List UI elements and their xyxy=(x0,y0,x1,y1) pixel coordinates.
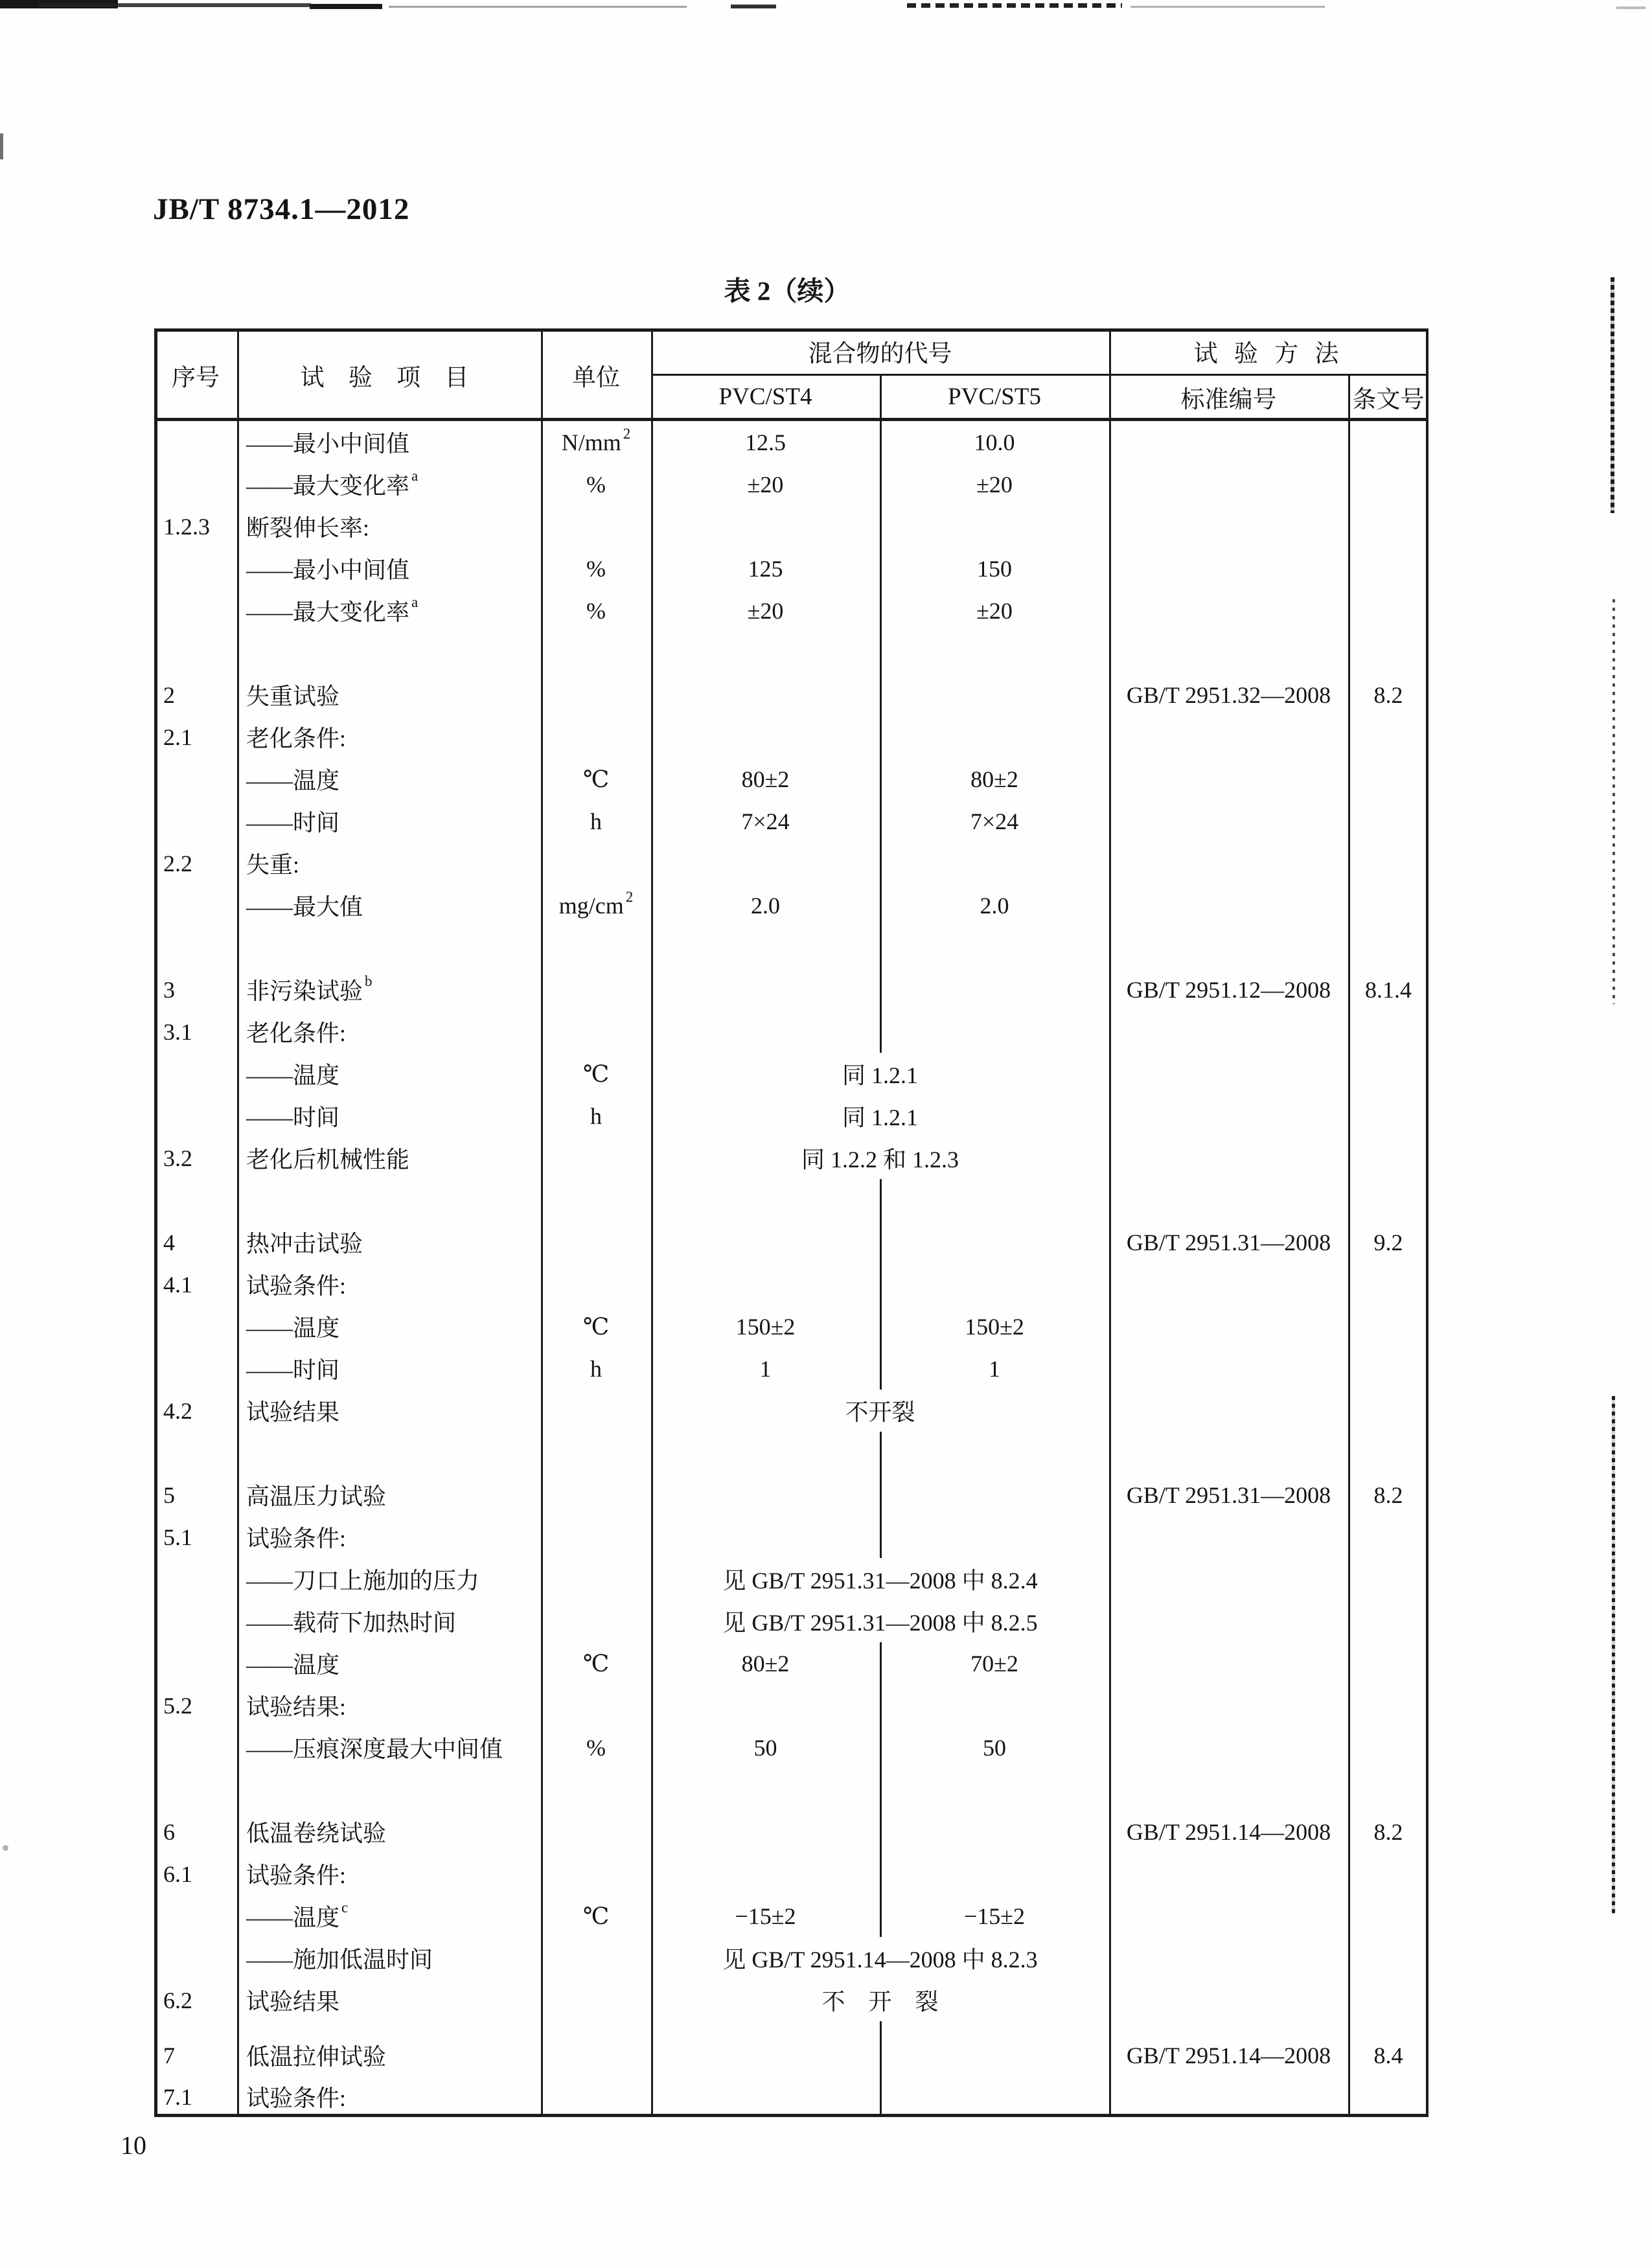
item-cell: ——刀口上施加的压力 xyxy=(246,1568,480,1594)
col-line-st4-st5-segment xyxy=(880,632,882,674)
table-row xyxy=(154,2034,1428,2076)
item-cell: ——最大变化率 a xyxy=(246,593,419,625)
unit-cell: % xyxy=(586,597,606,624)
unit-cell: N/mm 2 xyxy=(561,425,631,455)
header-standard-no: 标准编号 xyxy=(1180,386,1277,413)
header-seq: 序号 xyxy=(172,364,220,391)
table-row xyxy=(154,1642,1428,1684)
item-cell: ——时间 xyxy=(246,1357,340,1383)
clause-cell: 9.2 xyxy=(1373,1229,1403,1255)
table-row xyxy=(154,1853,1428,1895)
clause-cell: 8.2 xyxy=(1373,1818,1403,1845)
table-row xyxy=(154,884,1428,926)
seq-cell: 7 xyxy=(163,2042,175,2068)
seq-cell: 3.2 xyxy=(163,1145,192,1171)
table-row xyxy=(154,590,1428,632)
table-row xyxy=(154,547,1428,590)
page-number: 10 xyxy=(120,2131,146,2160)
scan-artifact-top-7 xyxy=(1130,6,1325,8)
header-pvc-st5: PVC/ST5 xyxy=(948,384,1041,410)
table-row xyxy=(154,1558,1428,1600)
table-spacer-row xyxy=(154,1769,1428,1811)
scan-artifact-top-4 xyxy=(389,6,687,8)
table-row xyxy=(154,1516,1428,1558)
document-code: JB/T 8734.1—2012 xyxy=(153,192,410,226)
seq-cell: 6.2 xyxy=(163,1987,192,2013)
table-spacer-row xyxy=(154,926,1428,968)
table-row xyxy=(154,968,1428,1011)
table-row xyxy=(154,1895,1428,1937)
seq-cell: 5.1 xyxy=(163,1524,192,1550)
unit-cell: % xyxy=(586,1734,606,1761)
value-cell-st4: 80±2 xyxy=(741,766,790,792)
value-cell-st4: ±20 xyxy=(747,471,784,498)
col-line-st4-st5-segment xyxy=(880,1811,882,1853)
merged-value-cell: 同 1.2.2 和 1.2.3 xyxy=(801,1147,959,1173)
header-method-group: 试 验 方 法 xyxy=(1193,341,1344,367)
col-line-st4-st5-segment xyxy=(880,1011,882,1053)
col-line-st4-st5-segment xyxy=(880,926,882,968)
table-row xyxy=(154,421,1428,463)
table-row xyxy=(154,800,1428,842)
unit-cell: ℃ xyxy=(582,1313,610,1340)
table-row xyxy=(154,1305,1428,1347)
table-row xyxy=(154,463,1428,505)
item-cell: 试验条件: xyxy=(246,2085,347,2111)
value-cell-st4: 80±2 xyxy=(741,1650,790,1677)
table-row xyxy=(154,842,1428,884)
col-line-st4-st5-segment xyxy=(880,1684,882,1726)
seq-cell: 3.1 xyxy=(163,1018,192,1045)
col-line-st4-st5-segment xyxy=(880,1221,882,1263)
value-cell-st5: 10.0 xyxy=(974,429,1015,455)
value-cell-st4: 125 xyxy=(748,555,783,582)
value-cell-st5: ±20 xyxy=(976,597,1013,624)
standard-cell: GB/T 2951.31—2008 xyxy=(1126,1482,1331,1508)
value-cell-st5: 70±2 xyxy=(970,1650,1018,1677)
col-line-st4-st5-segment xyxy=(880,1474,882,1516)
table-row xyxy=(154,1390,1428,1432)
value-cell-st4: 7×24 xyxy=(741,808,790,834)
col-line-st4-st5-segment xyxy=(880,505,882,547)
table-row xyxy=(154,674,1428,716)
item-cell: ——最小中间值 xyxy=(246,431,410,457)
value-cell-st4: 150±2 xyxy=(735,1313,796,1340)
value-cell-st5: 80±2 xyxy=(970,766,1018,792)
standard-cell: GB/T 2951.14—2008 xyxy=(1126,2042,1331,2068)
unit-cell: ℃ xyxy=(582,1060,610,1087)
col-line-st4-st5-segment xyxy=(880,674,882,716)
table-row xyxy=(154,1095,1428,1137)
item-cell: 试验结果 xyxy=(246,1399,340,1425)
seq-cell: 6 xyxy=(163,1818,175,1845)
standard-cell: GB/T 2951.31—2008 xyxy=(1126,1229,1331,1255)
scan-artifact-top-5 xyxy=(731,5,776,8)
item-cell: ——最大值 xyxy=(246,894,363,920)
col-line-st4-st5-segment xyxy=(880,1263,882,1305)
table-spacer-row xyxy=(154,2021,1428,2034)
clause-cell: 8.4 xyxy=(1373,2042,1403,2068)
item-cell: 试验条件: xyxy=(246,1526,347,1552)
table-spacer-row xyxy=(154,1179,1428,1221)
item-cell: 试验条件: xyxy=(246,1862,347,1888)
scan-artifact-top-2 xyxy=(39,3,311,7)
item-cell: 热冲击试验 xyxy=(246,1231,363,1257)
merged-value-cell: 见 GB/T 2951.31—2008 中 8.2.4 xyxy=(722,1568,1038,1594)
value-cell-st4: 50 xyxy=(753,1734,777,1761)
seq-cell: 2.2 xyxy=(163,850,192,876)
scan-artifact-right-1 xyxy=(1611,277,1614,513)
seq-cell: 7.1 xyxy=(163,2083,192,2110)
scan-artifact-top-3 xyxy=(310,4,382,9)
header-item: 试 验 项 目 xyxy=(300,364,478,391)
value-cell-st5: 2.0 xyxy=(980,892,1009,919)
header-unit: 单位 xyxy=(572,364,620,391)
unit-cell: % xyxy=(586,555,606,582)
item-cell: ——温度 c xyxy=(246,1899,349,1930)
value-cell-st4: 2.0 xyxy=(751,892,780,919)
table-row xyxy=(154,1811,1428,1853)
item-cell: 低温拉伸试验 xyxy=(246,2044,387,2070)
item-cell: 失重试验 xyxy=(246,683,340,709)
value-cell-st4: 12.5 xyxy=(745,429,786,455)
item-cell: 老化后机械性能 xyxy=(246,1147,410,1173)
col-line-st4-st5-segment xyxy=(880,968,882,1011)
unit-cell: h xyxy=(590,1355,602,1382)
col-line-st4-st5-segment xyxy=(880,1853,882,1895)
item-cell: 老化条件: xyxy=(246,1020,347,1046)
unit-cell: h xyxy=(590,808,602,834)
col-line-st4-st5-segment xyxy=(880,2076,882,2117)
standard-cell: GB/T 2951.12—2008 xyxy=(1126,976,1331,1003)
item-cell: 老化条件: xyxy=(246,726,347,751)
table-row xyxy=(154,1347,1428,1390)
item-cell: ——温度 xyxy=(246,1652,340,1678)
scan-artifact-right-3 xyxy=(1612,1396,1615,1914)
unit-cell: ℃ xyxy=(582,766,610,792)
header-mixture-group: 混合物的代号 xyxy=(808,341,952,367)
clause-cell: 8.2 xyxy=(1373,1482,1403,1508)
table-row xyxy=(154,1263,1428,1305)
table-title: 表 2（续） xyxy=(724,276,851,306)
table-row xyxy=(154,1137,1428,1179)
merged-value-cell: 不开裂 xyxy=(845,1399,915,1425)
unit-cell: ℃ xyxy=(582,1650,610,1677)
table-row xyxy=(154,758,1428,800)
col-line-st4-st5-segment xyxy=(880,1516,882,1558)
col-line-st4-st5-segment xyxy=(880,2021,882,2034)
value-cell-st5: 150±2 xyxy=(965,1313,1024,1340)
item-cell: 试验条件: xyxy=(246,1273,347,1299)
col-line-st4-st5-segment xyxy=(880,1432,882,1474)
value-cell-st5: 150 xyxy=(977,555,1012,582)
value-cell-st5: ±20 xyxy=(976,471,1013,498)
standard-cell: GB/T 2951.32—2008 xyxy=(1126,682,1331,708)
scan-artifact-top-6 xyxy=(907,3,1122,8)
scan-artifact-top-1 xyxy=(0,0,118,8)
item-cell: 断裂伸长率: xyxy=(246,515,370,541)
item-cell: ——施加低温时间 xyxy=(246,1947,433,1973)
seq-cell: 5.2 xyxy=(163,1692,192,1719)
standard-cell: GB/T 2951.14—2008 xyxy=(1126,1818,1331,1845)
item-cell: ——温度 xyxy=(246,1315,340,1341)
unit-cell: h xyxy=(590,1103,602,1129)
scan-artifact-left-1 xyxy=(0,133,3,159)
item-cell: ——载荷下加热时间 xyxy=(246,1610,457,1636)
item-cell: ——温度 xyxy=(246,1062,340,1088)
seq-cell: 5 xyxy=(163,1482,175,1508)
value-cell-st4: −15±2 xyxy=(735,1903,796,1929)
scan-artifact-left-2 xyxy=(3,1845,8,1851)
seq-cell: 6.1 xyxy=(163,1861,192,1887)
item-cell: ——时间 xyxy=(246,1105,340,1130)
seq-cell: 4.1 xyxy=(163,1271,192,1298)
item-cell: 低温卷绕试验 xyxy=(246,1820,387,1846)
table-row xyxy=(154,1011,1428,1053)
merged-value-cell: 见 GB/T 2951.31—2008 中 8.2.5 xyxy=(722,1610,1038,1636)
item-cell: ——最小中间值 xyxy=(246,557,410,583)
item-cell: ——时间 xyxy=(246,810,340,836)
table-spacer-row xyxy=(154,1432,1428,1474)
col-line-st4-st5-segment xyxy=(880,842,882,884)
merged-value-cell: 同 1.2.1 xyxy=(842,1105,918,1130)
table-row xyxy=(154,1937,1428,1979)
value-cell-st5: 1 xyxy=(989,1355,1000,1382)
col-line-st4-st5-segment xyxy=(880,1179,882,1221)
value-cell-st5: −15±2 xyxy=(963,1903,1026,1929)
table-row xyxy=(154,1979,1428,2021)
table-row xyxy=(154,1474,1428,1516)
seq-cell: 2.1 xyxy=(163,724,192,750)
scan-artifact-top-8 xyxy=(1616,6,1646,9)
item-cell: ——温度 xyxy=(246,768,340,794)
seq-cell: 4.2 xyxy=(163,1397,192,1424)
clause-cell: 8.1.4 xyxy=(1365,976,1412,1003)
seq-cell: 1.2.3 xyxy=(163,513,210,540)
value-cell-st4: 1 xyxy=(759,1355,772,1382)
merged-value-cell: 同 1.2.1 xyxy=(842,1062,918,1088)
table-spacer-row xyxy=(154,632,1428,674)
seq-cell: 4 xyxy=(163,1229,175,1255)
unit-cell: ℃ xyxy=(582,1903,610,1929)
unit-cell: mg/cm 2 xyxy=(558,888,634,919)
item-cell: ——最大变化率 a xyxy=(246,467,419,499)
table-row xyxy=(154,1726,1428,1769)
item-cell: 高温压力试验 xyxy=(246,1483,387,1509)
col-line-st4-st5-segment xyxy=(880,1769,882,1811)
seq-cell: 2 xyxy=(163,682,175,708)
table-row xyxy=(154,1221,1428,1263)
value-cell-st5: 7×24 xyxy=(970,808,1019,834)
table-row xyxy=(154,1600,1428,1642)
item-cell: ——压痕深度最大中间值 xyxy=(246,1736,503,1762)
item-cell: 非污染试验 b xyxy=(246,972,373,1004)
seq-cell: 3 xyxy=(163,976,175,1003)
item-cell: 失重: xyxy=(246,852,300,878)
table-row xyxy=(154,505,1428,547)
test-method-table xyxy=(154,328,1428,2117)
table-row xyxy=(154,2076,1428,2117)
table-row xyxy=(154,1684,1428,1726)
table-row xyxy=(154,1053,1428,1095)
scan-artifact-right-2 xyxy=(1612,599,1615,1004)
table-row xyxy=(154,716,1428,758)
value-cell-st5: 50 xyxy=(983,1734,1006,1761)
clause-cell: 8.2 xyxy=(1373,682,1403,708)
merged-value-cell: 不 开 裂 xyxy=(821,1989,939,2015)
header-pvc-st4: PVC/ST4 xyxy=(718,384,812,410)
col-line-st4-st5-segment xyxy=(880,716,882,758)
item-cell: 试验结果: xyxy=(246,1694,347,1720)
merged-value-cell: 见 GB/T 2951.14—2008 中 8.2.3 xyxy=(722,1947,1038,1973)
item-cell: 试验结果 xyxy=(246,1989,340,2015)
unit-cell: % xyxy=(586,471,606,498)
value-cell-st4: ±20 xyxy=(747,597,784,624)
header-clause-no: 条文号 xyxy=(1352,386,1425,413)
col-line-st4-st5-segment xyxy=(880,2034,882,2076)
